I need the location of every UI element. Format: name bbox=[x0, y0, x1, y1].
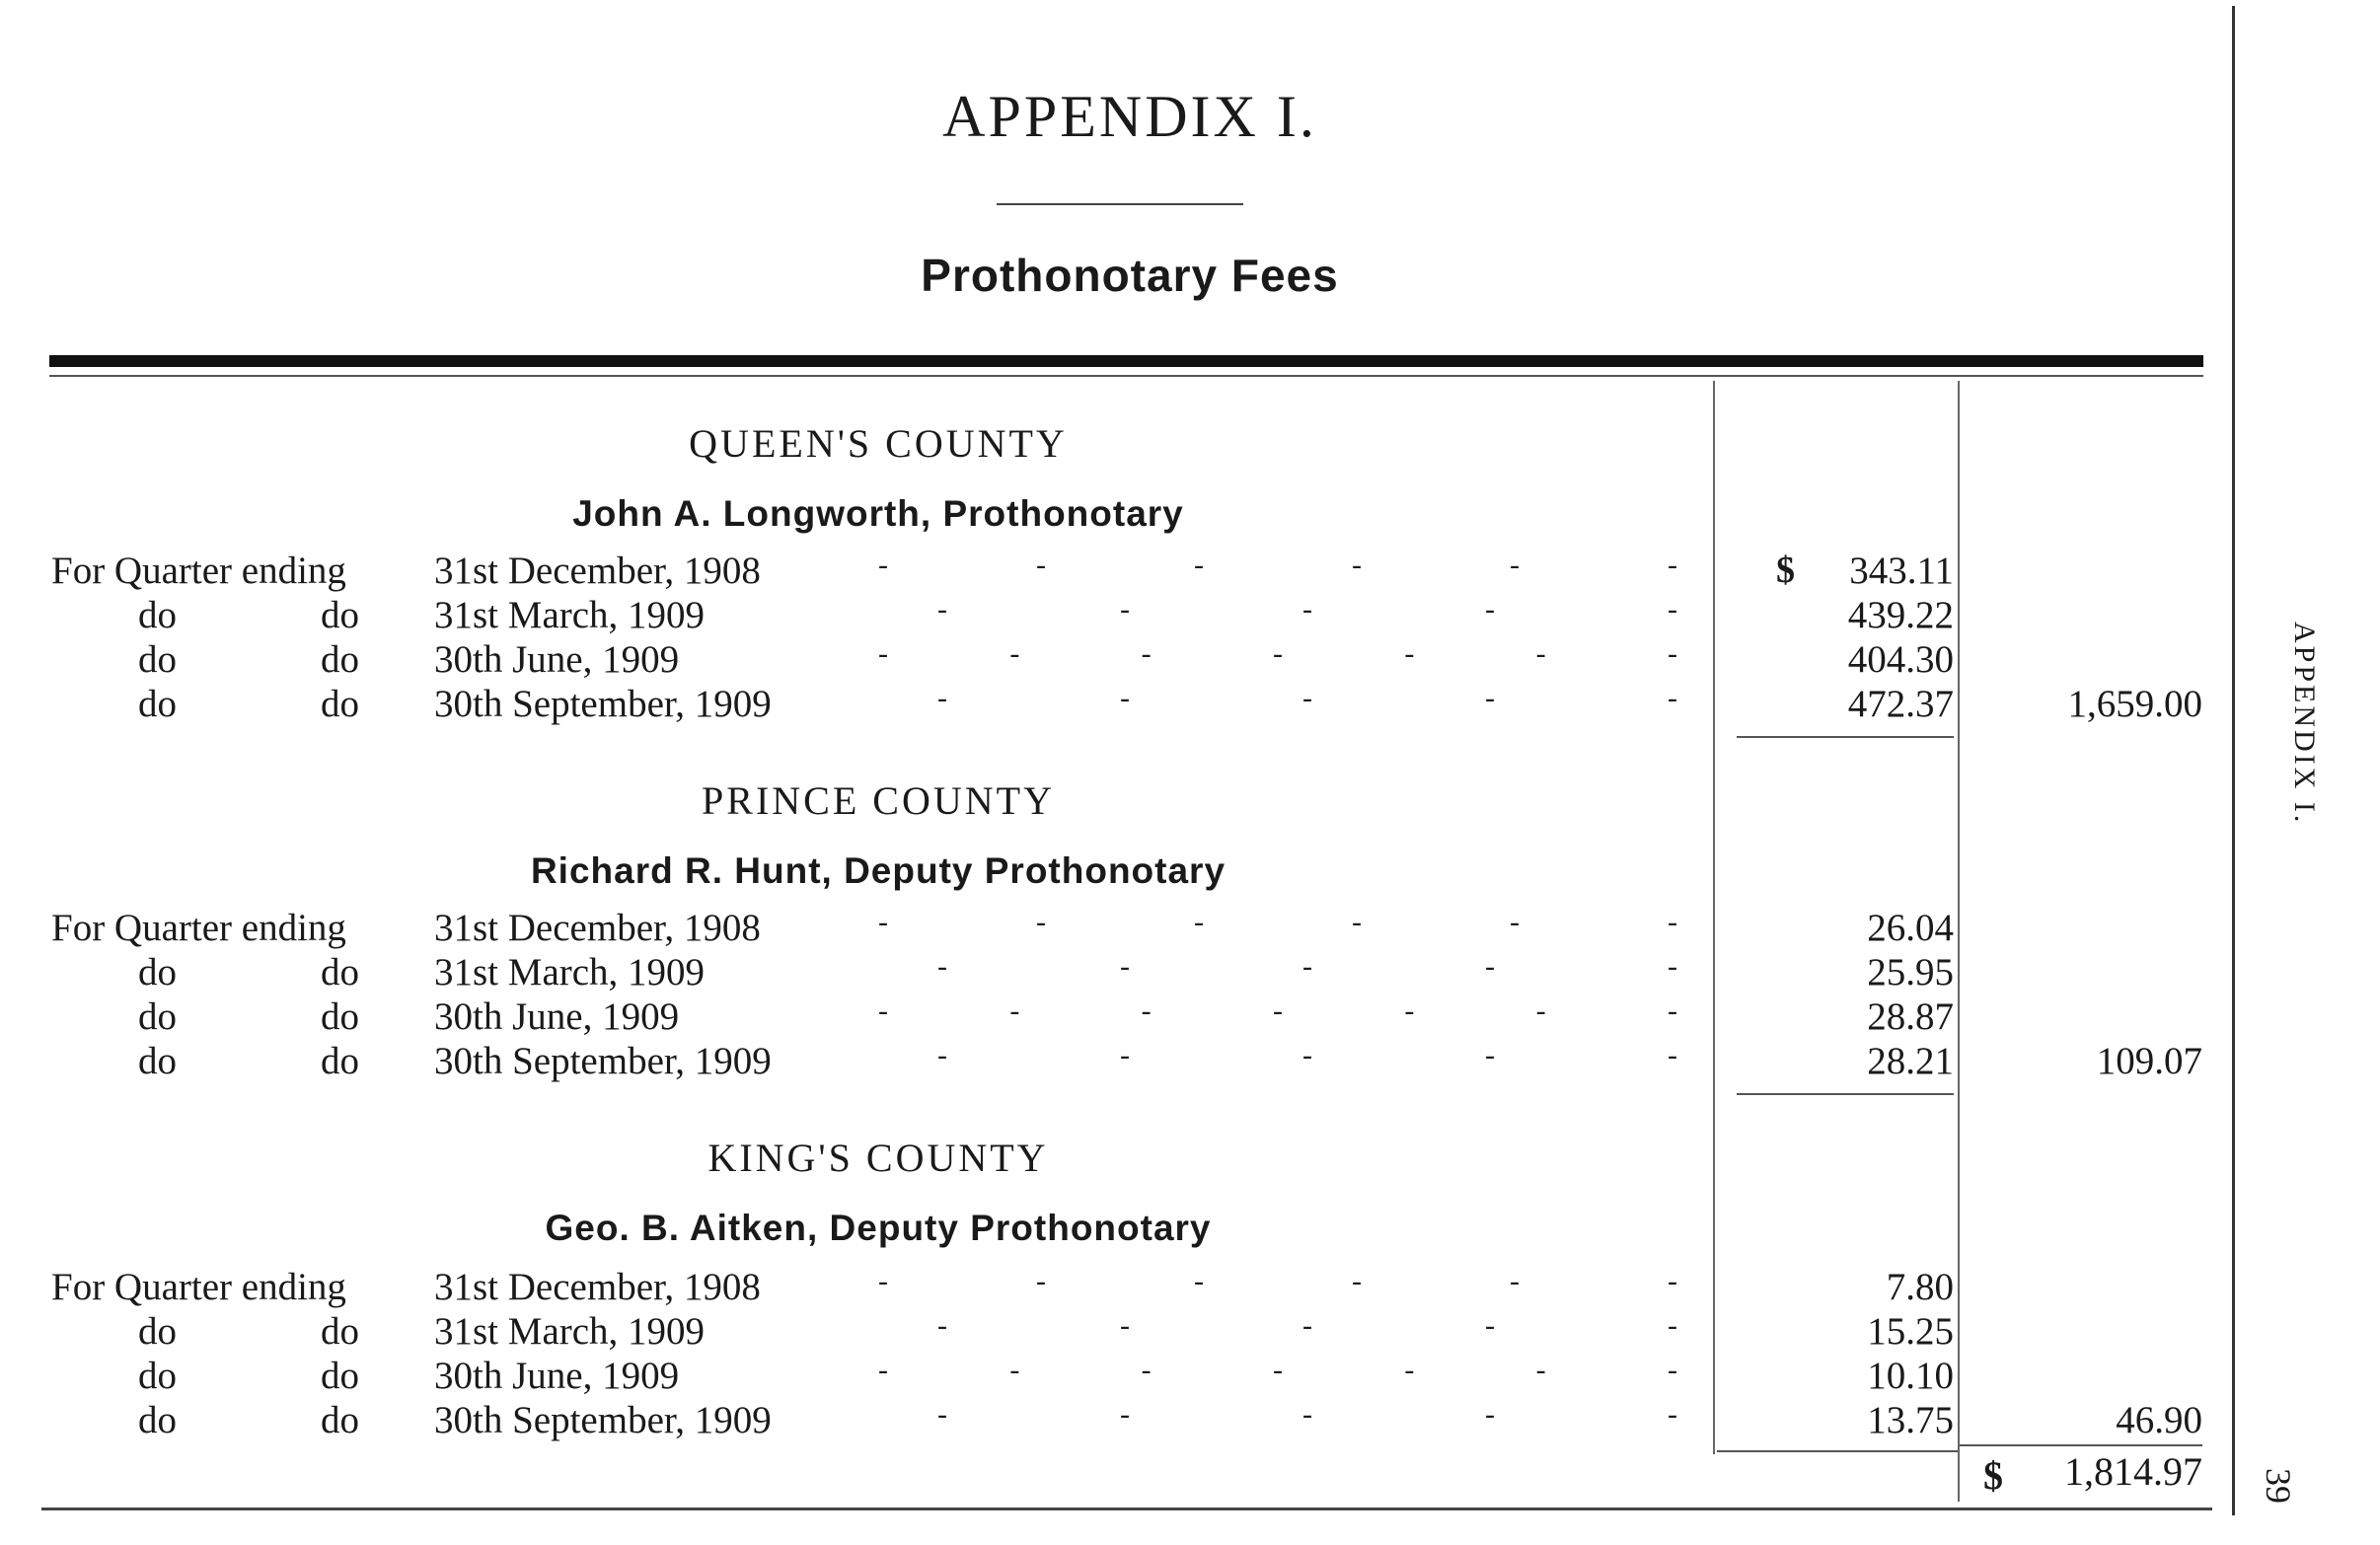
quarter-date: 30th September, 1909 bbox=[434, 1399, 772, 1441]
leader-dash: - bbox=[1009, 637, 1020, 670]
ditto-mark: do bbox=[321, 995, 359, 1038]
ditto-mark: do bbox=[138, 1040, 177, 1082]
leader-dash: - bbox=[1667, 994, 1677, 1027]
ditto-mark: do bbox=[321, 1399, 359, 1441]
leader-dash: - bbox=[1485, 593, 1495, 625]
quarter-amount: 28.21 bbox=[1867, 1040, 1954, 1082]
quarter-date: 31st March, 1909 bbox=[434, 594, 706, 636]
leader-dash: - bbox=[1036, 906, 1046, 938]
page-right-border bbox=[2232, 6, 2235, 1515]
quarter-date: 31st December, 1908 bbox=[434, 550, 761, 592]
dot-leaders bbox=[878, 906, 1677, 939]
leader-dash: - bbox=[1535, 637, 1546, 670]
quarter-amount: 7.80 bbox=[1886, 1266, 1954, 1308]
leader-dash: - bbox=[1120, 950, 1130, 983]
county-subtotal: 109.07 bbox=[2096, 1040, 2202, 1082]
leader-dash: - bbox=[1668, 950, 1677, 983]
leader-dash: - bbox=[1485, 1398, 1495, 1431]
leader-dash: - bbox=[1352, 1265, 1362, 1297]
leader-dash: - bbox=[1668, 1265, 1677, 1297]
table-row bbox=[0, 549, 2210, 594]
leader-dash: - bbox=[1352, 549, 1362, 581]
quarter-date: 30th September, 1909 bbox=[434, 1040, 772, 1082]
side-running-head: APPENDIX I. bbox=[2288, 622, 2321, 826]
leader-dash: - bbox=[1009, 1354, 1020, 1386]
leader-dash: - bbox=[1510, 1265, 1520, 1297]
leader-dash: - bbox=[1668, 593, 1677, 625]
quarter-amount: 343.11 bbox=[1849, 550, 1954, 592]
county-subtotal: 46.90 bbox=[2116, 1399, 2202, 1441]
quarter-amount: 13.75 bbox=[1867, 1399, 1954, 1441]
leader-dash: - bbox=[1510, 549, 1520, 581]
header-thick-rule bbox=[49, 355, 2203, 367]
queens-sum-rule bbox=[1737, 736, 1954, 738]
dot-leaders bbox=[878, 1265, 1677, 1298]
dot-leaders bbox=[878, 1354, 1677, 1387]
table-row bbox=[0, 906, 2210, 951]
leader-dash: - bbox=[1485, 1039, 1495, 1071]
leader-dash: - bbox=[937, 950, 947, 983]
dot-leaders bbox=[878, 637, 1677, 671]
official-name: John A. Longworth, Prothonotary bbox=[572, 493, 1184, 534]
leader-dash: - bbox=[1302, 950, 1312, 983]
leader-dash: - bbox=[1194, 906, 1204, 938]
leader-dash: - bbox=[878, 906, 888, 938]
leader-dash: - bbox=[1194, 549, 1204, 581]
leader-dash: - bbox=[937, 1309, 947, 1342]
dot-leaders bbox=[937, 950, 1677, 984]
quarter-date: 30th June, 1909 bbox=[434, 1355, 680, 1397]
leader-dash: - bbox=[1404, 1354, 1415, 1386]
quarter-date: 30th September, 1909 bbox=[434, 683, 772, 725]
leader-dash: - bbox=[1120, 1309, 1130, 1342]
ditto-mark: do bbox=[321, 1355, 359, 1397]
page-subtitle: Prothonotary Fees bbox=[921, 250, 1339, 301]
table-row bbox=[0, 637, 2210, 683]
leader-dash: - bbox=[937, 682, 947, 714]
ditto-mark: do bbox=[138, 1355, 177, 1397]
ditto-mark: do bbox=[321, 638, 359, 681]
quarter-amount: 25.95 bbox=[1867, 951, 1954, 993]
table-row bbox=[0, 593, 2210, 638]
ditto-mark: do bbox=[321, 594, 359, 636]
table-row bbox=[0, 682, 2210, 727]
official-name: Richard R. Hunt, Deputy Prothonotary bbox=[530, 850, 1227, 891]
leader-dash: - bbox=[1120, 593, 1130, 625]
ditto-mark: do bbox=[321, 1040, 359, 1082]
page-number: 39 bbox=[2259, 1468, 2298, 1504]
kings-sum-rule bbox=[1717, 1450, 1958, 1452]
dot-leaders bbox=[937, 1309, 1677, 1343]
total-rule bbox=[1960, 1444, 2202, 1446]
dot-leaders bbox=[937, 682, 1677, 715]
table-row bbox=[0, 1309, 2210, 1355]
table-row bbox=[0, 1354, 2210, 1399]
leader-dash: - bbox=[1668, 1309, 1677, 1342]
leader-dash: - bbox=[878, 637, 888, 670]
leader-dash: - bbox=[878, 994, 888, 1027]
leader-dash: - bbox=[1120, 1398, 1130, 1431]
leader-dash: - bbox=[1141, 994, 1152, 1027]
quarter-amount: 10.10 bbox=[1867, 1355, 1954, 1397]
leader-dash: - bbox=[878, 1354, 888, 1386]
quarter-date: 31st March, 1909 bbox=[434, 1310, 706, 1353]
county-heading: KING'S COUNTY bbox=[707, 1136, 1049, 1180]
county-heading: QUEEN'S COUNTY bbox=[689, 421, 1068, 466]
quarter-date: 31st March, 1909 bbox=[434, 951, 706, 993]
quarter-amount: 472.37 bbox=[1847, 683, 1954, 725]
leader-dash: - bbox=[1272, 637, 1283, 670]
dot-leaders bbox=[937, 1398, 1677, 1432]
leader-dash: - bbox=[878, 1265, 888, 1297]
official-name: Geo. B. Aitken, Deputy Prothonotary bbox=[545, 1208, 1212, 1248]
table-row bbox=[0, 1039, 2210, 1084]
leader-dash: - bbox=[1009, 994, 1020, 1027]
table-row bbox=[0, 950, 2210, 995]
quarter-amount: 404.30 bbox=[1847, 638, 1954, 681]
leader-dash: - bbox=[1485, 1309, 1495, 1342]
leader-dash: - bbox=[1352, 906, 1362, 938]
leader-dash: - bbox=[1141, 637, 1152, 670]
leader-dash: - bbox=[1036, 549, 1046, 581]
quarter-amount: 26.04 bbox=[1867, 907, 1954, 949]
leader-dash: - bbox=[1510, 906, 1520, 938]
leader-dash: - bbox=[1668, 1398, 1677, 1431]
currency-sign: $ bbox=[1776, 550, 1795, 591]
leader-dash: - bbox=[1485, 950, 1495, 983]
leader-dash: - bbox=[1485, 682, 1495, 714]
leader-dash: - bbox=[1668, 549, 1677, 581]
leader-dash: - bbox=[1272, 994, 1283, 1027]
leader-dash: - bbox=[1668, 1039, 1677, 1071]
ditto-mark: do bbox=[138, 1310, 177, 1353]
leader-dash: - bbox=[937, 593, 947, 625]
leader-dash: - bbox=[1667, 637, 1677, 670]
leader-dash: - bbox=[1272, 1354, 1283, 1386]
leader-dash: - bbox=[1535, 1354, 1546, 1386]
ditto-mark: do bbox=[138, 1399, 177, 1441]
period-label: For Quarter ending bbox=[51, 1266, 346, 1308]
leader-dash: - bbox=[937, 1039, 947, 1071]
quarter-amount: 439.22 bbox=[1847, 594, 1954, 636]
dot-leaders bbox=[878, 549, 1677, 582]
ditto-mark: do bbox=[138, 995, 177, 1038]
title-divider bbox=[997, 203, 1243, 205]
county-subtotal: 1,659.00 bbox=[2067, 683, 2202, 725]
leader-dash: - bbox=[1302, 682, 1312, 714]
quarter-date: 30th June, 1909 bbox=[434, 995, 680, 1038]
prince-sum-rule bbox=[1737, 1093, 1954, 1095]
ditto-mark: do bbox=[321, 1310, 359, 1353]
ditto-mark: do bbox=[321, 683, 359, 725]
dot-leaders bbox=[937, 593, 1677, 626]
leader-dash: - bbox=[937, 1398, 947, 1431]
bottom-rule bbox=[41, 1508, 2212, 1510]
period-label: For Quarter ending bbox=[51, 550, 346, 592]
leader-dash: - bbox=[1194, 1265, 1204, 1297]
ditto-mark: do bbox=[321, 951, 359, 993]
leader-dash: - bbox=[1668, 682, 1677, 714]
table-row bbox=[0, 1265, 2210, 1310]
table-row bbox=[0, 994, 2210, 1040]
leader-dash: - bbox=[878, 549, 888, 581]
leader-dash: - bbox=[1404, 637, 1415, 670]
dot-leaders bbox=[878, 994, 1677, 1028]
leader-dash: - bbox=[1120, 682, 1130, 714]
leader-dash: - bbox=[1302, 1398, 1312, 1431]
leader-dash: - bbox=[1668, 906, 1677, 938]
leader-dash: - bbox=[1036, 1265, 1046, 1297]
dot-leaders bbox=[937, 1039, 1677, 1072]
leader-dash: - bbox=[1404, 994, 1415, 1027]
grand-total: 1,814.97 bbox=[2064, 1449, 2202, 1494]
total-currency: $ bbox=[1983, 1453, 2003, 1498]
leader-dash: - bbox=[1302, 593, 1312, 625]
quarter-amount: 28.87 bbox=[1867, 995, 1954, 1038]
leader-dash: - bbox=[1535, 994, 1546, 1027]
period-label: For Quarter ending bbox=[51, 907, 346, 949]
leader-dash: - bbox=[1120, 1039, 1130, 1071]
ditto-mark: do bbox=[138, 951, 177, 993]
quarter-amount: 15.25 bbox=[1867, 1310, 1954, 1353]
ditto-mark: do bbox=[138, 594, 177, 636]
quarter-date: 30th June, 1909 bbox=[434, 638, 680, 681]
quarter-date: 31st December, 1908 bbox=[434, 1266, 761, 1308]
leader-dash: - bbox=[1141, 1354, 1152, 1386]
table-row bbox=[0, 1398, 2210, 1443]
ditto-mark: do bbox=[138, 683, 177, 725]
leader-dash: - bbox=[1302, 1309, 1312, 1342]
leader-dash: - bbox=[1667, 1354, 1677, 1386]
quarter-date: 31st December, 1908 bbox=[434, 907, 761, 949]
appendix-title: APPENDIX I. bbox=[942, 84, 1317, 149]
ditto-mark: do bbox=[138, 638, 177, 681]
county-heading: PRINCE COUNTY bbox=[702, 778, 1055, 823]
leader-dash: - bbox=[1302, 1039, 1312, 1071]
header-thin-rule bbox=[49, 375, 2203, 377]
